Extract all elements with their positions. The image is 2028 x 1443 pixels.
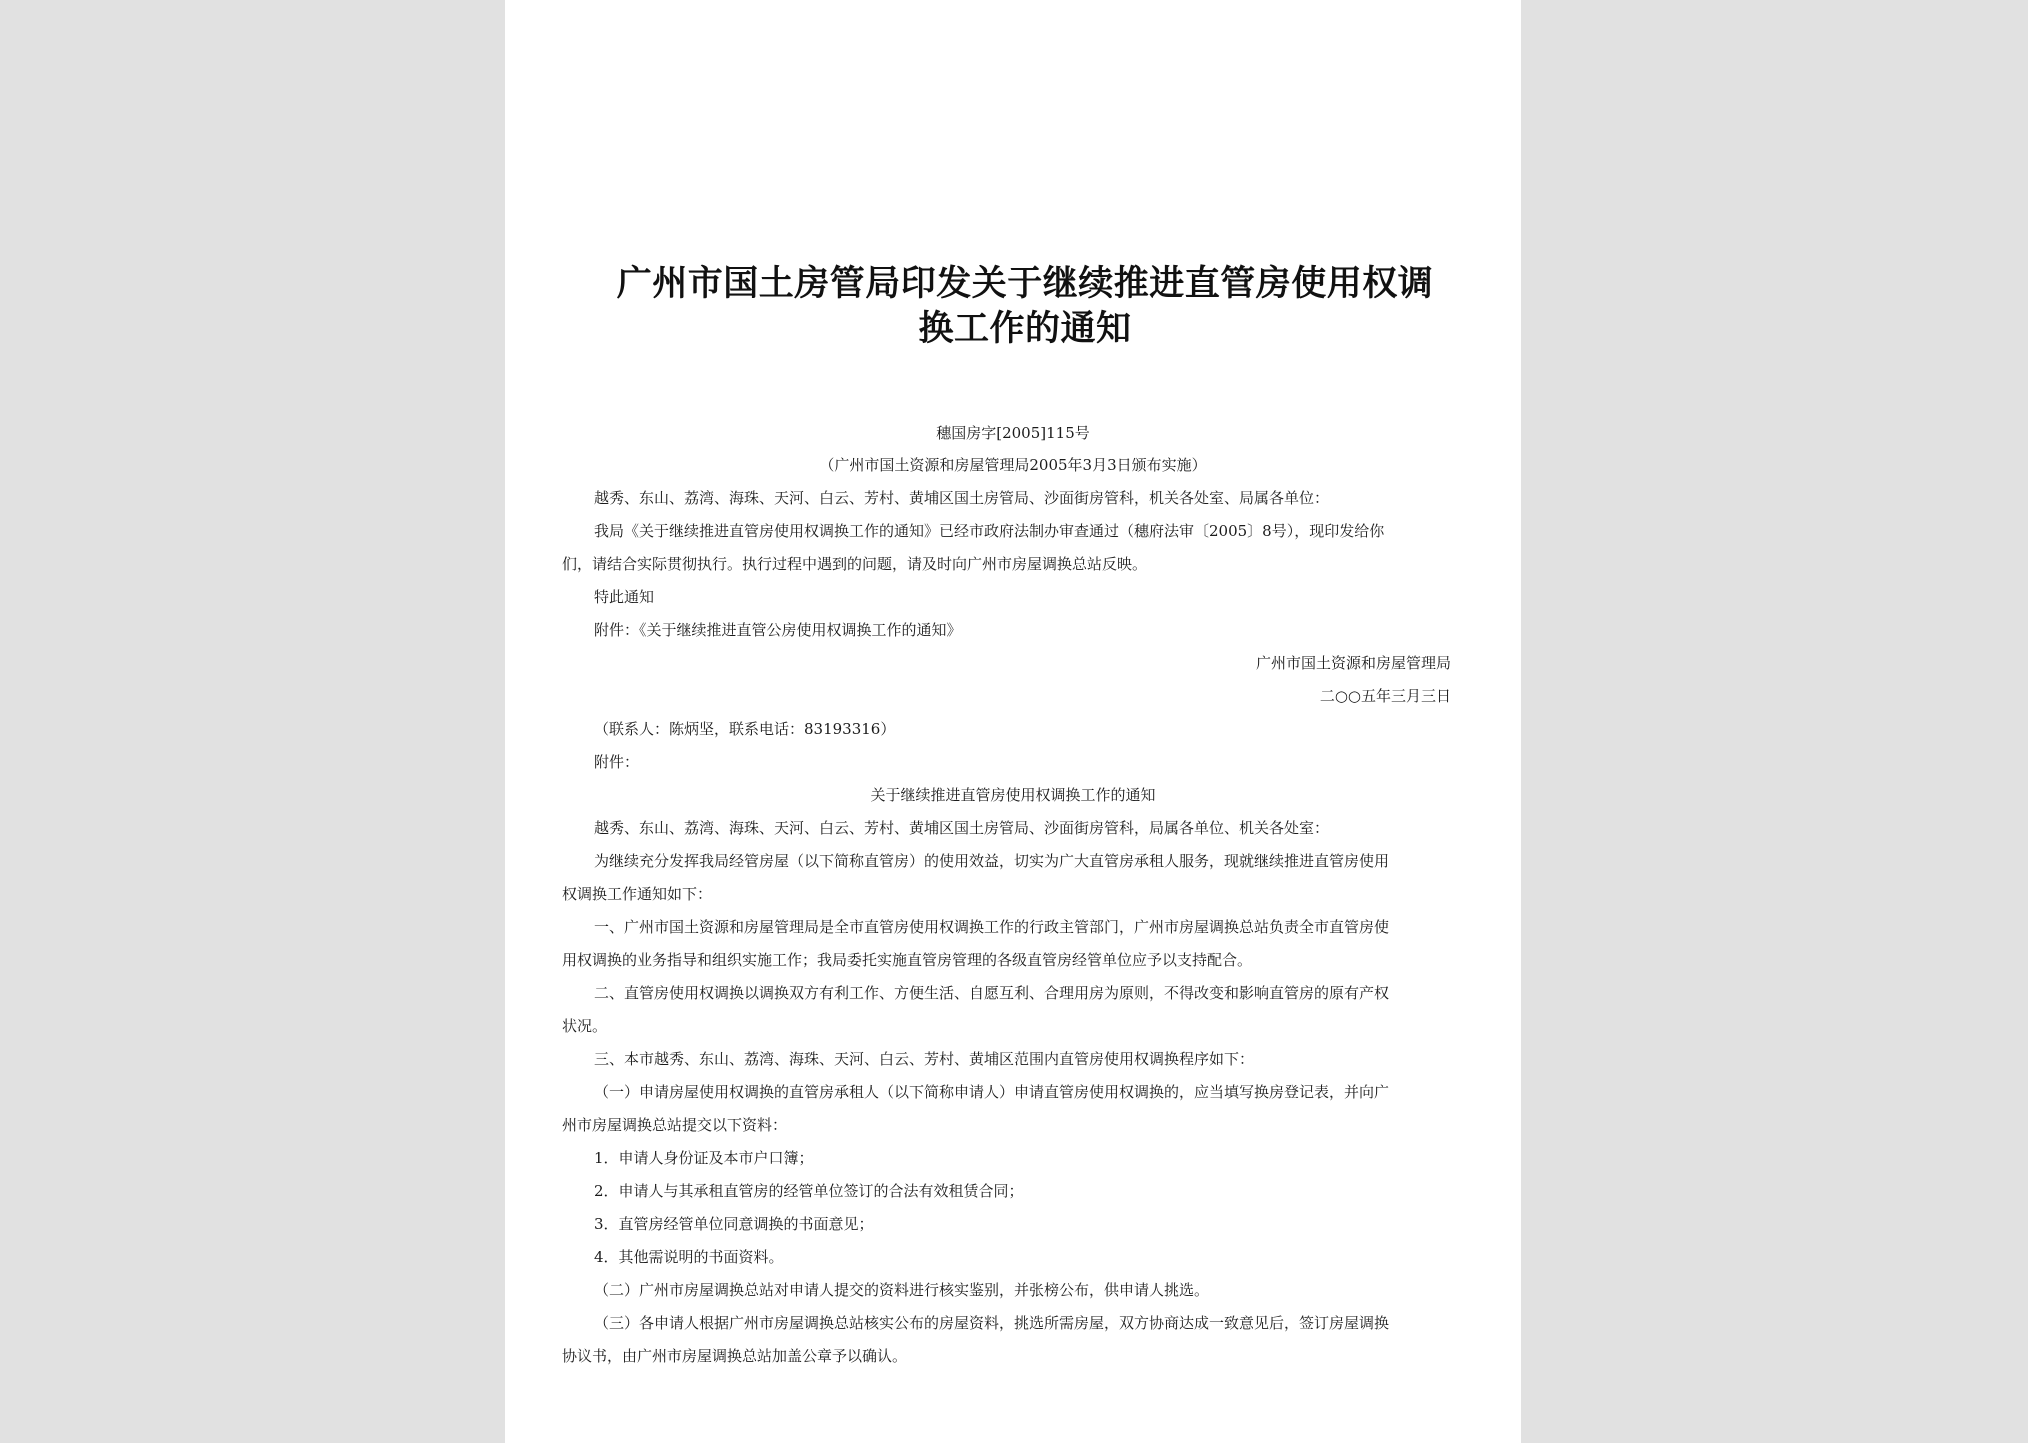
document-page	[505, 0, 1521, 1443]
attachment-intro-line-2: 权调换工作通知如下：	[562, 885, 713, 903]
title-line-1: 广州市国土房管局印发关于继续推进直管房使用权调	[616, 264, 1434, 304]
para1-line-2: 们，请结合实际贯彻执行。执行过程中遇到的问题，请及时向广州市房屋调换总站反映。	[562, 555, 1148, 573]
sub2: （二）广州市房屋调换总站对申请人提交的资料进行核实鉴别，并张榜公布，供申请人挑选。	[594, 1281, 1210, 1299]
issue-date: 二○○五年三月三日	[1319, 687, 1451, 705]
item3: 三、本市越秀、东山、荔湾、海珠、天河、白云、芳村、黄埔区范围内直管房使用权调换程序如下：	[594, 1050, 1255, 1068]
doc-number: 穗国房字[2005]115号	[936, 424, 1090, 442]
sub3-line-1: （三）各申请人根据广州市房屋调换总站核实公布的房屋资料，挑选所需房屋，双方协商达成一致意见后，签订房屋调换	[594, 1314, 1390, 1332]
attachment-title: 关于继续推进直管房使用权调换工作的通知	[870, 786, 1156, 804]
title-line-2: 换工作的通知	[918, 309, 1132, 349]
attachment-reference: 附件：《关于继续推进直管公房使用权调换工作的通知》	[594, 621, 962, 639]
attachment-label: 附件：	[594, 753, 640, 771]
list-item-2: 2．申请人与其承租直管房的经管单位签订的合法有效租赁合同；	[594, 1182, 1024, 1200]
item2-line-1: 二、直管房使用权调换以调换双方有利工作、方便生活、自愿互利、合理用房为原则，不得改变和影响直管房的原有产权	[594, 984, 1390, 1002]
list-item-1: 1．申请人身份证及本市户口簿；	[594, 1149, 814, 1167]
recipients: 越秀、东山、荔湾、海珠、天河、白云、芳村、黄埔区国土房管局、沙面街房管科，机关各处室、局属各单位：	[594, 489, 1330, 507]
item1-line-2: 用权调换的业务指导和组织实施工作；我局委托实施直管房管理的各级直管房经管单位应予以支持配合。	[562, 951, 1253, 969]
item2-line-2: 状况。	[562, 1017, 608, 1035]
contact-info: （联系人：陈炳坚，联系电话：83193316）	[594, 720, 896, 738]
para1-line-1: 我局《关于继续推进直管房使用权调换工作的通知》已经市政府法制办审查通过（穗府法审〔2005〕8号），现印发给你	[594, 522, 1385, 540]
list-item-4: 4．其他需说明的书面资料。	[594, 1248, 784, 1266]
attachment-recipients: 越秀、东山、荔湾、海珠、天河、白云、芳村、黄埔区国土房管局、沙面街房管科，局属各单位、机关各处室：	[594, 819, 1330, 837]
list-item-3: 3．直管房经管单位同意调换的书面意见；	[594, 1215, 874, 1233]
issue-note: （广州市国土资源和房屋管理局2005年3月3日颁布实施）	[819, 456, 1207, 474]
sub1-line-1: （一）申请房屋使用权调换的直管房承租人（以下简称申请人）申请直管房使用权调换的，应当填写换房登记表，并向广	[594, 1083, 1390, 1101]
sub3-line-2: 协议书，由广州市房屋调换总站加盖公章予以确认。	[562, 1347, 908, 1365]
issuer-signature: 广州市国土资源和房屋管理局	[1255, 654, 1451, 672]
attachment-intro-line-1: 为继续充分发挥我局经管房屋（以下简称直管房）的使用效益，切实为广大直管房承租人服务，现就继续推进直管房使用	[594, 852, 1390, 870]
sub1-line-2: 州市房屋调换总站提交以下资料：	[562, 1116, 788, 1134]
special-notice: 特此通知	[594, 588, 655, 606]
item1-line-1: 一、广州市国土资源和房屋管理局是全市直管房使用权调换工作的行政主管部门，广州市房屋调换总站负责全市直管房使	[594, 918, 1390, 936]
document-title	[595, 262, 1455, 352]
